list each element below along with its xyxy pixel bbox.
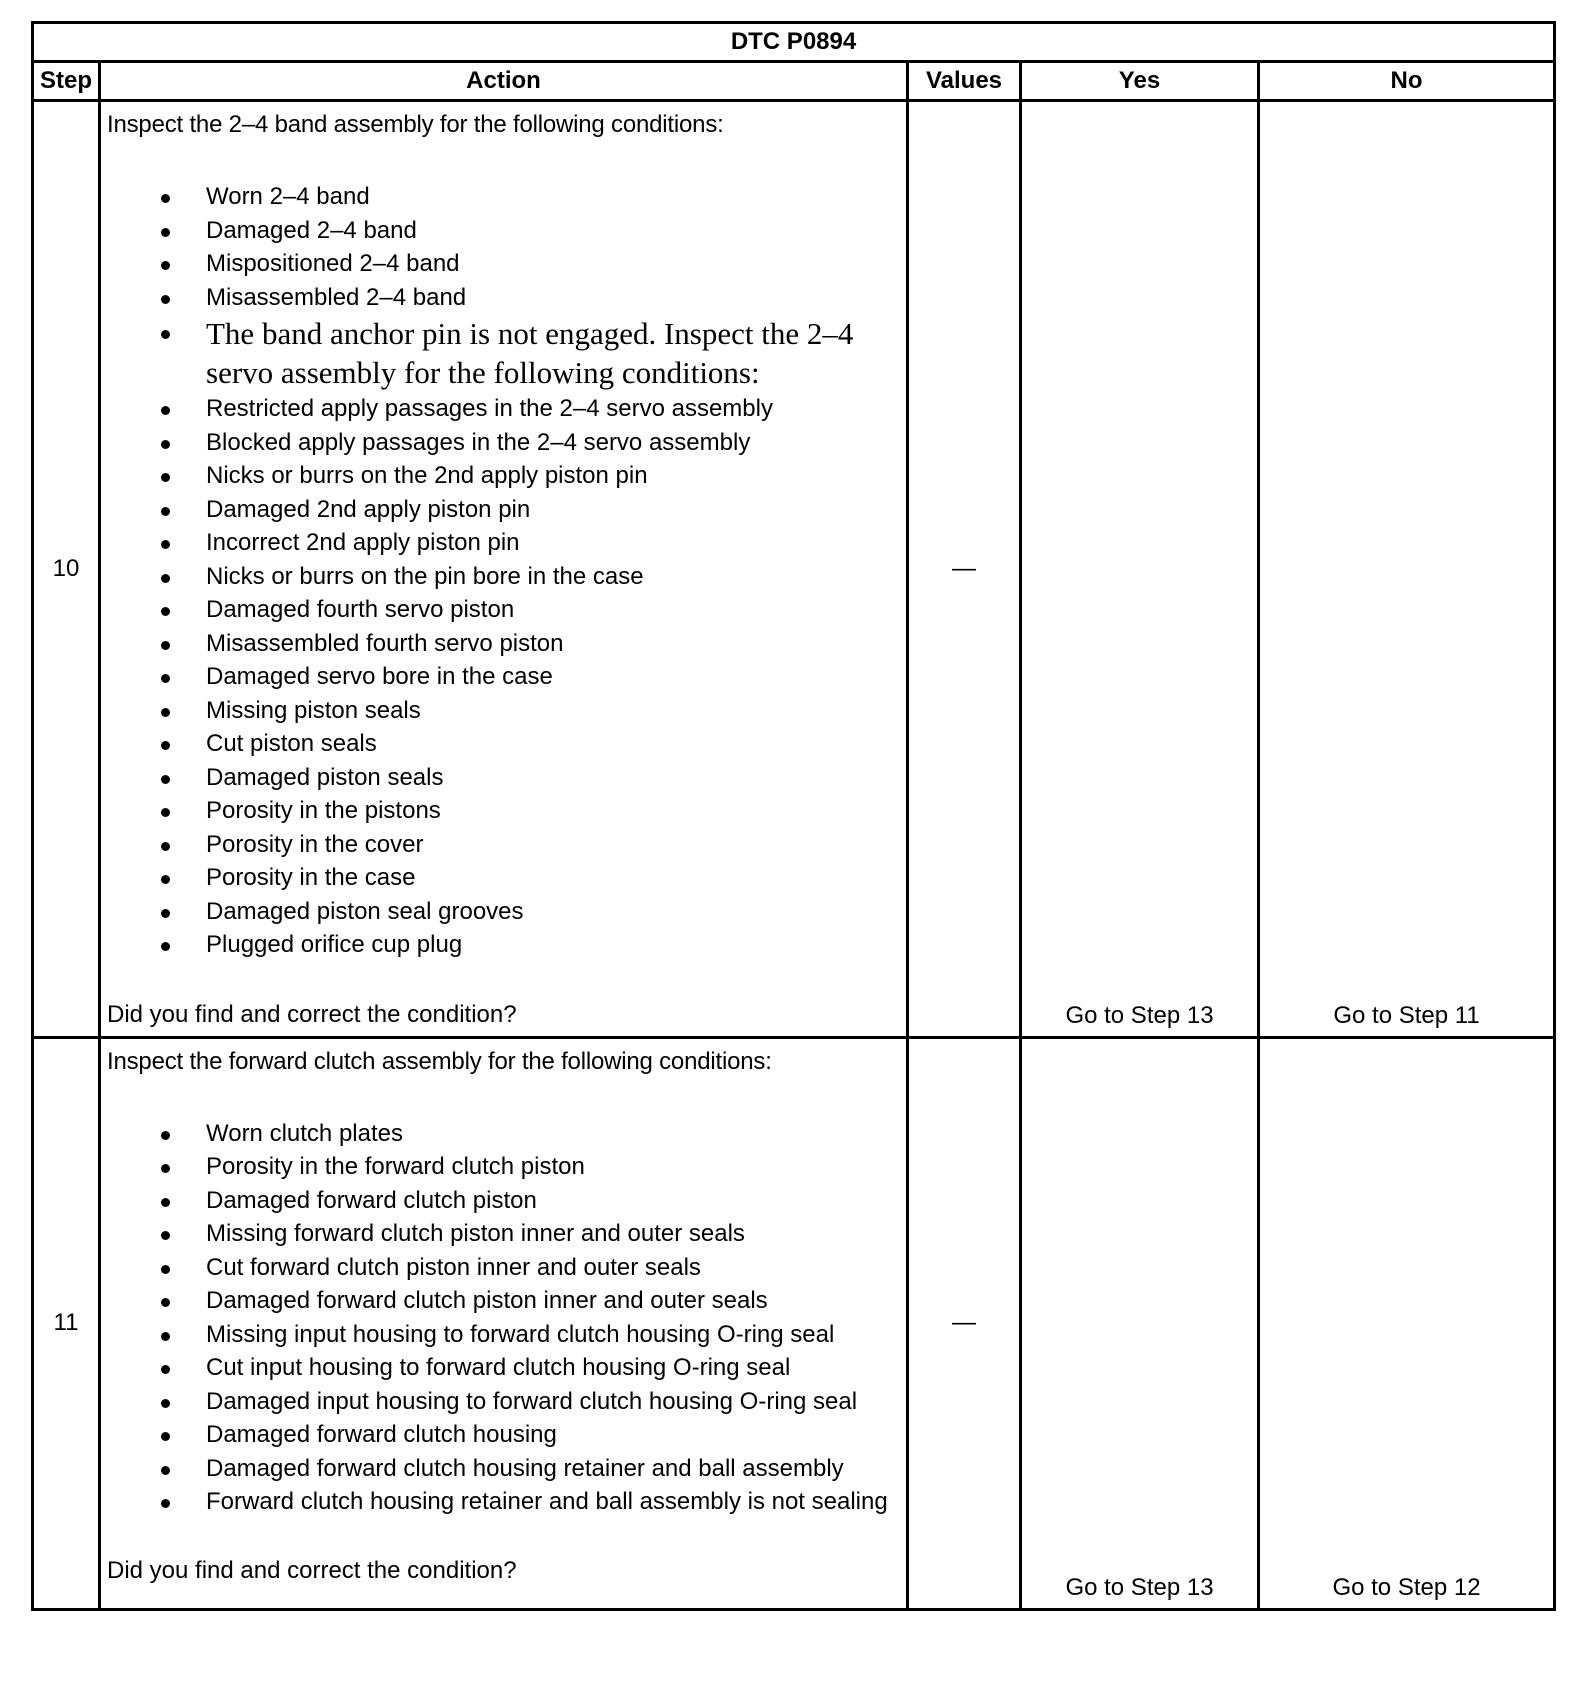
list-item: Nicks or burrs on the 2nd apply piston pin <box>107 459 906 493</box>
table-row-step-10 <box>33 101 1555 1038</box>
list-item: Cut piston seals <box>107 727 906 761</box>
bullet-icon <box>161 942 170 951</box>
list-item: Nicks or burrs on the pin bore in the case <box>107 560 906 594</box>
bullet-icon <box>161 540 170 549</box>
action-cell <box>100 1037 908 1609</box>
no-result: Go to Step 12 <box>1259 1037 1555 1609</box>
no-result: Go to Step 11 <box>1259 101 1555 1038</box>
action-intro: Inspect the forward clutch assembly for the following conditions: <box>107 1047 772 1075</box>
bullet-icon <box>161 1265 170 1274</box>
step-number: 10 <box>33 101 100 1038</box>
list-item: Plugged orifice cup plug <box>107 928 906 962</box>
clutch-condition-list <box>107 1117 906 1519</box>
bullet-icon <box>161 1365 170 1374</box>
list-item: Damaged forward clutch piston inner and outer seals <box>107 1284 906 1318</box>
list-item: Damaged 2nd apply piston pin <box>107 493 906 527</box>
bullet-icon <box>161 574 170 583</box>
list-item: Damaged forward clutch housing retainer and ball assembly <box>107 1452 906 1486</box>
values-cell: — <box>908 101 1021 1038</box>
list-item: Missing piston seals <box>107 694 906 728</box>
list-item: Damaged forward clutch housing <box>107 1418 906 1452</box>
bullet-icon <box>161 507 170 516</box>
bullet-icon <box>161 775 170 784</box>
list-item: Damaged fourth servo piston <box>107 593 906 627</box>
bullet-icon <box>161 1298 170 1307</box>
header-yes: Yes <box>1021 62 1259 101</box>
values-cell: — <box>908 1037 1021 1609</box>
list-item: Porosity in the pistons <box>107 794 906 828</box>
bullet-icon <box>161 808 170 817</box>
list-item: Worn 2–4 band <box>107 180 906 214</box>
servo-condition-list <box>107 392 906 962</box>
bullet-icon <box>161 295 170 304</box>
step-number: 11 <box>33 1037 100 1609</box>
bullet-icon <box>161 1432 170 1441</box>
list-item: Missing input housing to forward clutch housing O-ring seal <box>107 1318 906 1352</box>
yes-result: Go to Step 13 <box>1021 1037 1259 1609</box>
list-item: Cut input housing to forward clutch housing O-ring seal <box>107 1351 906 1385</box>
bullet-icon <box>161 641 170 650</box>
bullet-icon <box>161 741 170 750</box>
bullet-icon <box>161 1131 170 1140</box>
bullet-icon <box>161 440 170 449</box>
title-row <box>33 23 1555 62</box>
action-question: Did you find and correct the condition? <box>107 1000 517 1028</box>
bullet-icon <box>161 330 170 339</box>
bullet-icon <box>161 1231 170 1240</box>
header-values: Values <box>908 62 1021 101</box>
bullet-icon <box>161 875 170 884</box>
dtc-table <box>31 21 1556 1611</box>
bullet-icon <box>161 1164 170 1173</box>
list-item: Damaged forward clutch piston <box>107 1184 906 1218</box>
list-item: Porosity in the forward clutch piston <box>107 1150 906 1184</box>
list-item: Missing forward clutch piston inner and outer seals <box>107 1217 906 1251</box>
table-row-step-11 <box>33 1037 1555 1609</box>
bullet-icon <box>161 406 170 415</box>
list-item: Restricted apply passages in the 2–4 servo assembly <box>107 392 906 426</box>
bullet-icon <box>161 1499 170 1508</box>
list-item: Damaged piston seal grooves <box>107 895 906 929</box>
list-item: Forward clutch housing retainer and ball assembly is not sealing <box>107 1485 906 1518</box>
bullet-icon <box>161 842 170 851</box>
list-item: Blocked apply passages in the 2–4 servo assembly <box>107 426 906 460</box>
bullet-icon <box>161 674 170 683</box>
header-step: Step <box>33 62 100 101</box>
bullet-icon <box>161 473 170 482</box>
bullet-icon <box>161 261 170 270</box>
bullet-icon <box>161 708 170 717</box>
bullet-icon <box>161 1198 170 1207</box>
list-item: Cut forward clutch piston inner and outer seals <box>107 1251 906 1285</box>
bullet-icon <box>161 909 170 918</box>
list-item: Porosity in the cover <box>107 828 906 862</box>
list-item: Worn clutch plates <box>107 1117 906 1151</box>
list-item: Porosity in the case <box>107 861 906 895</box>
yes-result: Go to Step 13 <box>1021 101 1259 1038</box>
list-item: Incorrect 2nd apply piston pin <box>107 526 906 560</box>
bullet-icon <box>161 1399 170 1408</box>
bullet-icon <box>161 1332 170 1341</box>
header-action: Action <box>100 62 908 101</box>
bullet-icon <box>161 194 170 203</box>
list-item: Damaged piston seals <box>107 761 906 795</box>
band-condition-list <box>107 180 906 392</box>
bullet-icon <box>161 607 170 616</box>
list-item: Damaged input housing to forward clutch housing O-ring seal <box>107 1385 906 1419</box>
list-item-anchor-pin: The band anchor pin is not engaged. Inspect the 2–4 servo assembly for the following conditions: <box>107 314 906 392</box>
bullet-icon <box>161 228 170 237</box>
bullet-icon <box>161 1466 170 1475</box>
list-item: Damaged servo bore in the case <box>107 660 906 694</box>
list-item: Misassembled fourth servo piston <box>107 627 906 661</box>
header-row <box>33 62 1555 101</box>
action-intro: Inspect the 2–4 band assembly for the following conditions: <box>107 111 724 138</box>
list-item: Misassembled 2–4 band <box>107 281 906 315</box>
header-no: No <box>1259 62 1555 101</box>
action-question: Did you find and correct the condition? <box>107 1557 517 1584</box>
action-cell <box>100 101 908 1038</box>
list-item: Mispositioned 2–4 band <box>107 247 906 281</box>
list-item: Damaged 2–4 band <box>107 214 906 248</box>
table-title: DTC P0894 <box>33 23 1555 62</box>
